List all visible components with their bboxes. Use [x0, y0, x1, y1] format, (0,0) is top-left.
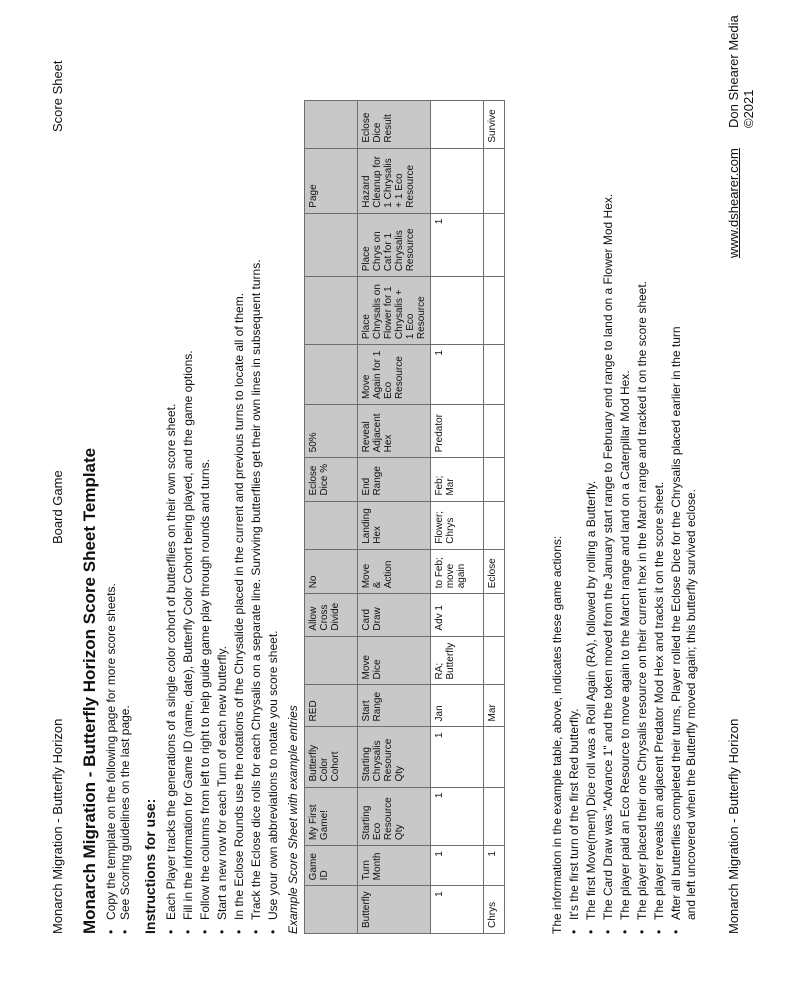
copyright: Don Shearer Media ©2021 — [726, 15, 756, 128]
table-cell: Mar — [484, 685, 505, 727]
table-cell — [484, 405, 505, 458]
table-cell — [305, 277, 358, 345]
example-item: •The Card Draw was "Advance 1" and the token moved from the January start range to February end range to land on a Flower Mod Hex. — [601, 193, 615, 934]
table-cell: Chrys — [484, 886, 505, 934]
table-cell — [484, 458, 505, 501]
instruction-item: •Track the Eclose dice rolls for each Chrysalis on a separate line. Surviving butterflies get their own lines in subsequent turns. — [249, 259, 263, 934]
header-center: Board Game — [50, 470, 65, 544]
table-cell: Page — [305, 148, 358, 213]
table-cell: to Feb; move again — [431, 549, 484, 594]
table-cell: 1 — [431, 846, 484, 886]
score-sheet-table — [304, 100, 505, 934]
table-cell — [484, 501, 505, 549]
table-cell — [484, 213, 505, 277]
column-header: Move Dice — [358, 636, 431, 685]
table-cell — [431, 101, 484, 149]
table-cell — [484, 787, 505, 846]
table-cell — [305, 886, 358, 934]
table-cell: Jan — [431, 685, 484, 727]
table-caption: Example Score Sheet with example entries — [286, 705, 300, 934]
instruction-item: •Each Player tracks the generations of a single color cohort of butterflies on their own score sheet. — [164, 403, 178, 934]
column-header: Place Chrys on Cat for 1 Chrysalis Resource — [358, 213, 431, 277]
column-header: Card Draw — [358, 594, 431, 636]
column-header: End Range — [358, 458, 431, 501]
table-row — [484, 101, 505, 934]
table-cell: Adv 1 — [431, 594, 484, 636]
table-cell: 1 — [484, 846, 505, 886]
table-cell: 1 — [431, 727, 484, 787]
table-cell: 1 — [431, 787, 484, 846]
table-cell — [484, 727, 505, 787]
example-item: •The player reveals an adjacent Predator Mod Hex and tracks it on the score sheet. — [652, 481, 666, 934]
instruction-item: •Start a new row for each Turn of each new butterfly. — [215, 646, 229, 934]
example-continuation: and left uncovered when the Butterfly moved again; this butterfly survived eclose. — [684, 489, 698, 920]
table-cell: No — [305, 549, 358, 594]
table-cell: 1 — [431, 345, 484, 405]
example-item: •The player placed their one Chrysalis resource on their current hex in the March range and tracked it on the score sheet. — [635, 280, 649, 934]
table-cell: My First Game! — [305, 787, 358, 846]
example-item: •The player paid an Eco Resource to move again to the March range and land on a Caterpillar Mod Hex. — [618, 370, 632, 934]
table-cell: Flower; Chrys — [431, 501, 484, 549]
intro-bullet: •Copy the template on the following page for more score sheets. — [104, 583, 118, 934]
table-cell — [431, 148, 484, 213]
table-cell: Allow Cross Divide — [305, 594, 358, 636]
example-item: •It's the first turn of the first Red butterfly. — [567, 708, 581, 934]
table-cell — [431, 277, 484, 345]
example-item: •After all butterflies completed their turns, Player rolled the Eclose Dice for the Chrysalis placed earlier in the turn — [669, 326, 683, 934]
header-left: Monarch Migration - Butterfly Horizon — [50, 718, 65, 934]
table-header-row — [358, 101, 431, 934]
column-header: Move Again for 1 Eco Resource — [358, 345, 431, 405]
example-intro: The information in the example table, above, indicates these game actions: — [550, 535, 564, 934]
table-row — [431, 101, 484, 934]
column-header: Butterfly — [358, 886, 431, 934]
table-cell — [305, 636, 358, 685]
column-header: Turn Month — [358, 846, 431, 886]
table-row — [305, 101, 358, 934]
intro-bullet: •See Scoring guidelines on the last page. — [118, 705, 132, 934]
table-cell — [484, 594, 505, 636]
page-title: Monarch Migration - Butterfly Horizon Score Sheet Template — [80, 447, 99, 934]
website-link[interactable]: www.dshearer.com — [726, 148, 741, 258]
table-cell — [484, 277, 505, 345]
instruction-item: •Fill in the information for Game ID (name, date), Butterfly Color Cohort being played, and the game options. — [181, 350, 195, 934]
table-cell: RED — [305, 685, 358, 727]
example-item: •The first Move(ment) Dice roll was a Roll Again (RA), followed by rolling a Butterfly. — [584, 480, 598, 934]
table-cell: 50% — [305, 405, 358, 458]
table-cell — [484, 636, 505, 685]
table-cell: Feb; Mar — [431, 458, 484, 501]
instruction-item: •In the Eclose Rounds use the notations of the Chrysalide placed in the current and previous turns to locate all of them. — [232, 292, 246, 934]
column-header: Place Chrysalis on Flower for 1 Chrysalis + 1 Eco Resource — [358, 277, 431, 345]
header-right: Score Sheet — [50, 60, 65, 132]
footer-left: Monarch Migration - Butterfly Horizon — [726, 718, 741, 934]
column-header: Move & Action — [358, 549, 431, 594]
table-cell — [305, 213, 358, 277]
instruction-item: •Use your own abbreviations to notate you score sheet. — [266, 630, 280, 934]
column-header: Landing Hex — [358, 501, 431, 549]
column-header: Start Range — [358, 685, 431, 727]
column-header: Starting Eco Resource Qty — [358, 787, 431, 846]
table-cell — [484, 345, 505, 405]
column-header: Starting Chrysalis Resource Qty — [358, 727, 431, 787]
table-cell: Predator — [431, 405, 484, 458]
table-cell — [484, 148, 505, 213]
column-header: Reveal Adjacent Hex — [358, 405, 431, 458]
table-cell: 1 — [431, 886, 484, 934]
table-cell: Game ID — [305, 846, 358, 886]
instructions-heading: Instructions for use: — [142, 798, 158, 934]
table-cell — [305, 345, 358, 405]
column-header: Hazard Cleanup for 1 Chrysalis + 1 Eco Resource — [358, 148, 431, 213]
table-cell: RA; Butterfly — [431, 636, 484, 685]
instruction-item: •Follow the columns from left to right to help guide game play through rounds and turns. — [198, 459, 212, 934]
table-cell: Eclose — [484, 549, 505, 594]
table-cell: 1 — [431, 213, 484, 277]
table-cell — [305, 501, 358, 549]
table-cell: Survive — [484, 101, 505, 149]
table-cell: Butterfly Color Cohort — [305, 727, 358, 787]
column-header: Eclose Dice Result — [358, 101, 431, 149]
table-cell — [305, 101, 358, 149]
table-cell: Eclose Dice % — [305, 458, 358, 501]
